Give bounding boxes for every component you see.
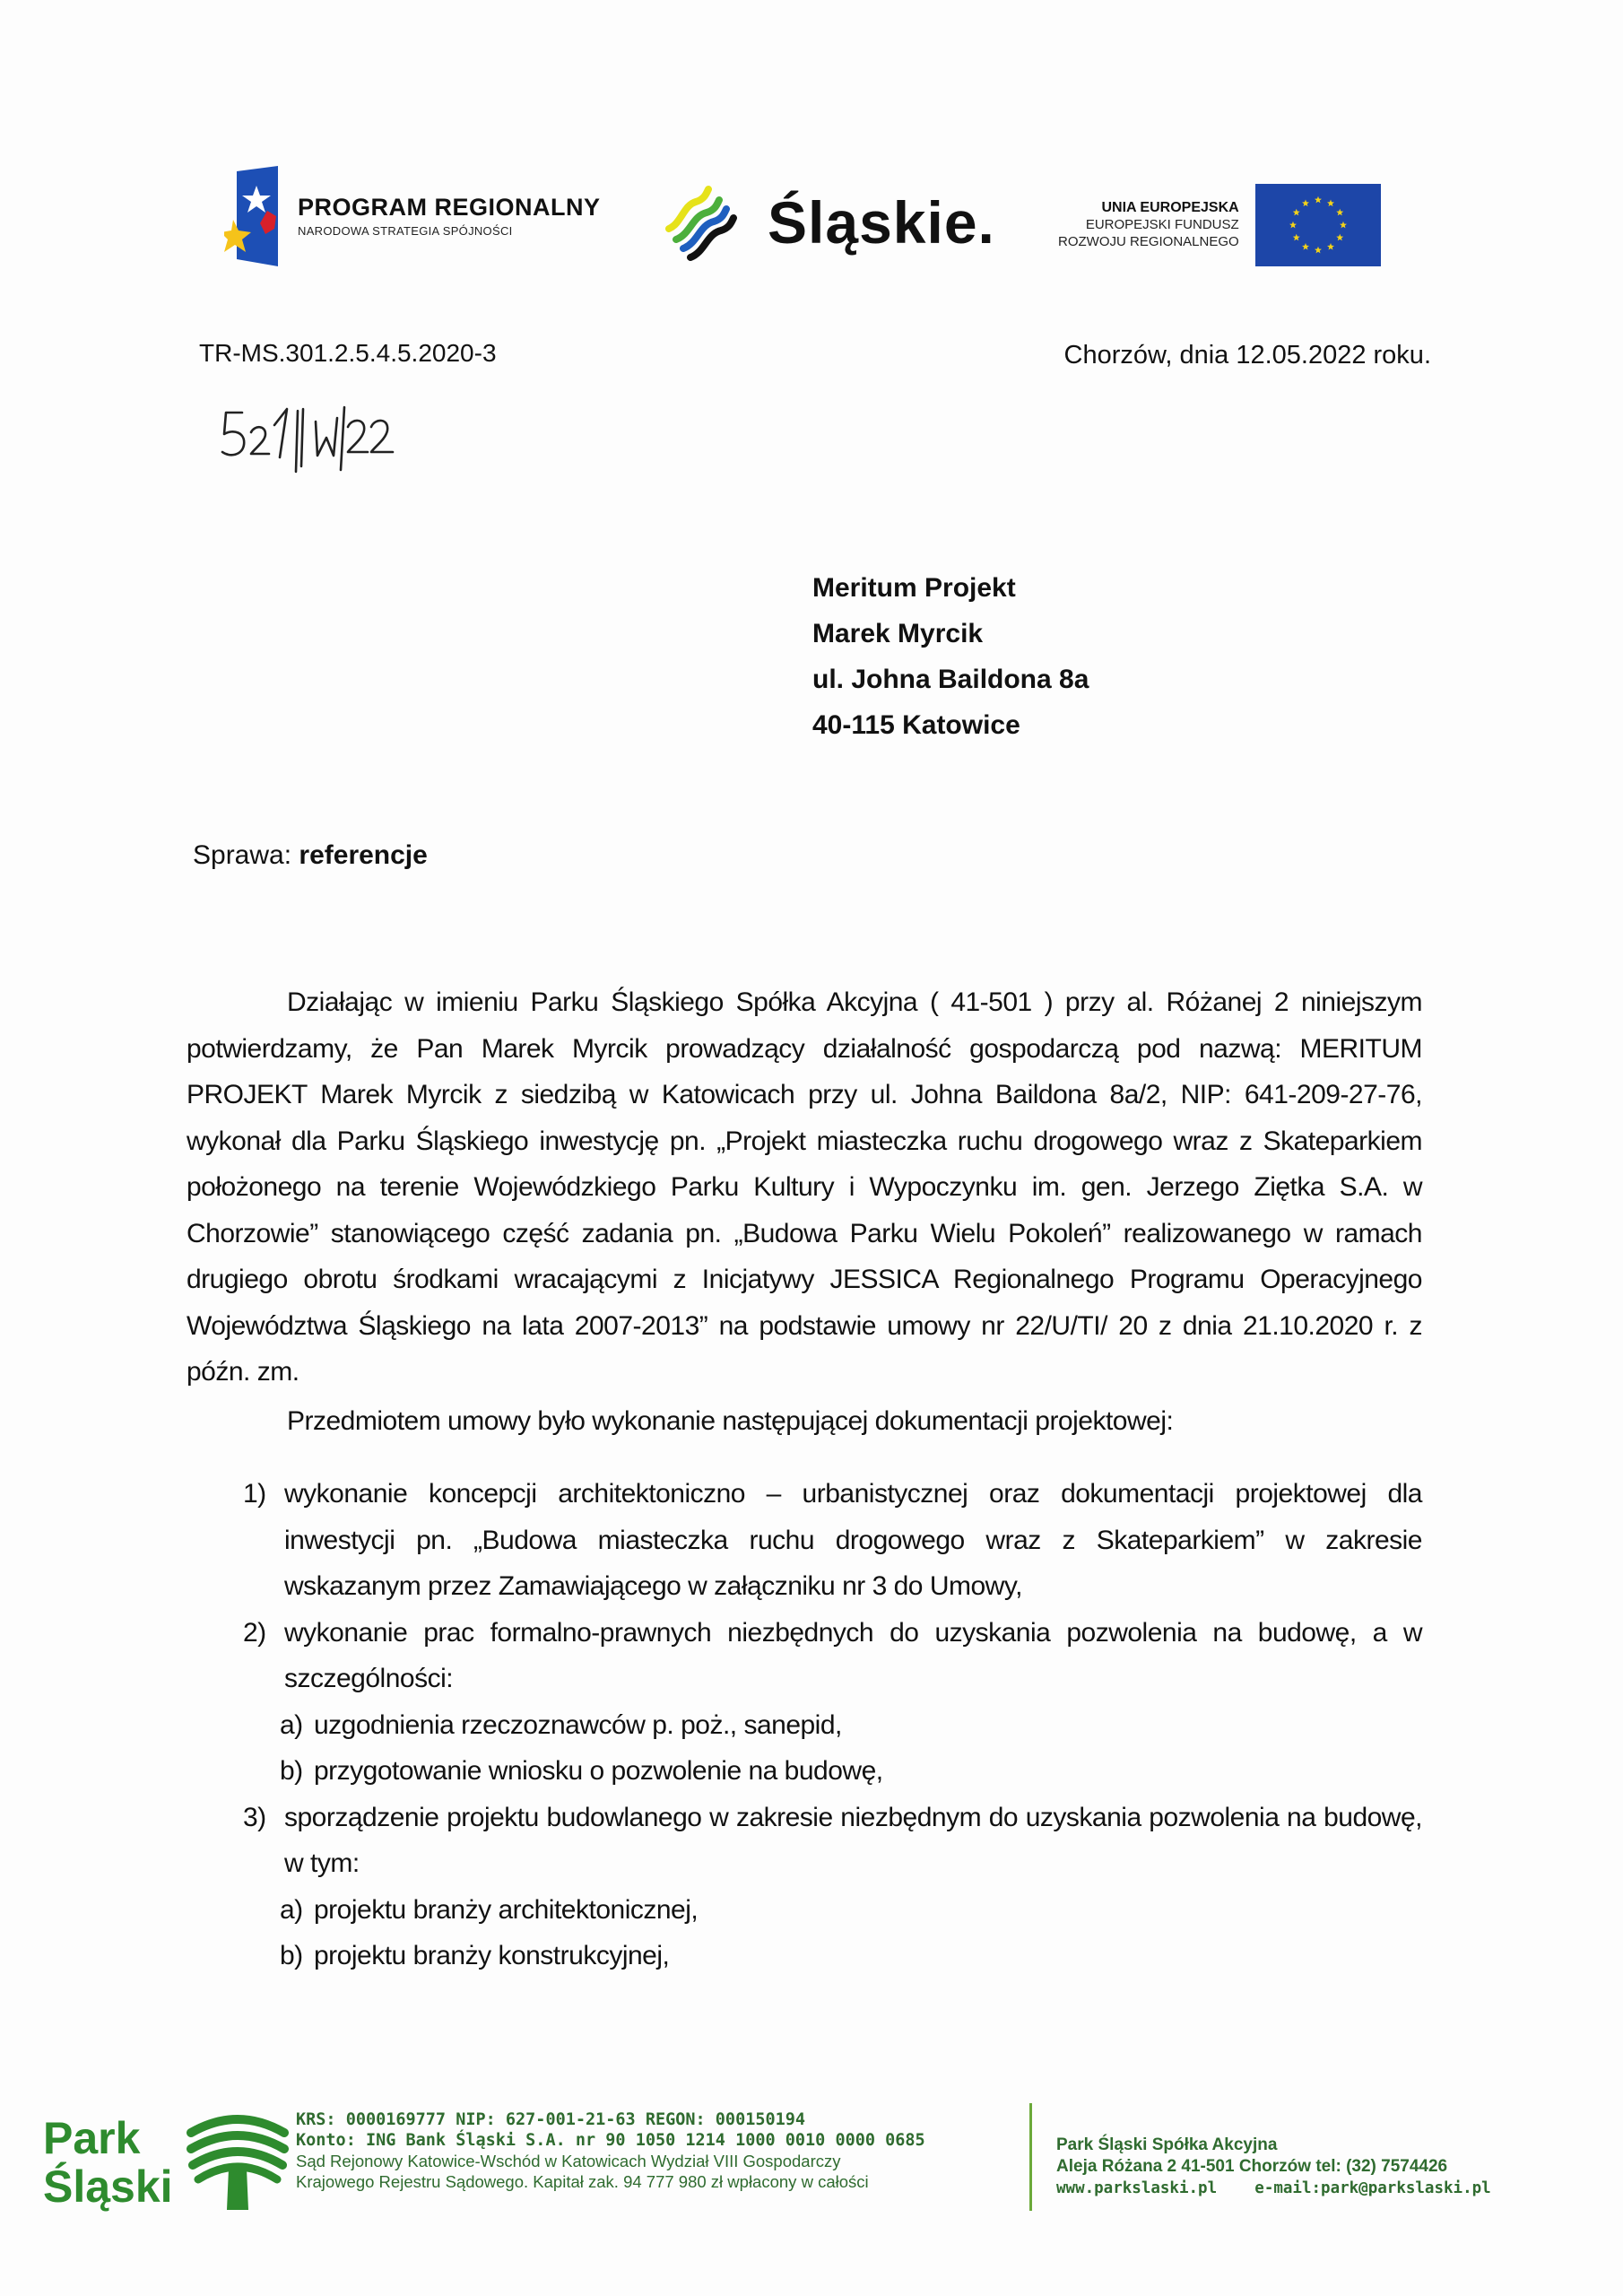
letter-date: Chorzów, dnia 12.05.2022 roku.	[1063, 341, 1431, 370]
sub-item-text: projektu branży konstrukcyjnej,	[314, 1941, 670, 1970]
sub-item-letter: a)	[280, 1894, 303, 1925]
park-slaski-logo	[43, 2106, 291, 2218]
eu-star-icon	[1315, 196, 1322, 204]
program-regionalny-logo	[224, 166, 601, 266]
program-subtitle: NARODOWA STRATEGIA SPÓJNOŚCI	[298, 224, 513, 239]
list-item-number: 3)	[243, 1802, 266, 1832]
eu-star-icon	[1302, 200, 1309, 207]
eu-star-icon	[1336, 234, 1343, 241]
sub-item-text: uzgodnienia rzeczoznawców p. poż., sanepid,	[314, 1709, 842, 1740]
list-item-text: sporządzenie projektu budowlanego w zakresie niezbędnym do uzyskania pozwolenia na budowę, w tym:	[284, 1802, 1422, 1878]
eu-logo	[1058, 184, 1381, 266]
subject-label: Sprawa:	[193, 840, 292, 870]
scope-list	[187, 1471, 1422, 1979]
eu-flag-icon	[1255, 184, 1381, 266]
slaskie-wordmark: Śląskie.	[768, 189, 995, 256]
eu-star-icon	[1336, 209, 1343, 216]
list-item	[187, 1795, 1422, 1887]
park-logo-line-1: Park	[43, 2112, 141, 2163]
sub-list-item	[187, 1702, 1422, 1749]
eu-line-2: EUROPEJSKI FUNDUSZ	[1085, 217, 1239, 233]
list-item-number: 2)	[243, 1617, 266, 1648]
footer-company-name: Park Śląski Spółka Akcyjna	[1056, 2135, 1278, 2154]
footer-email-link[interactable]: e-mail:park@parkslaski.pl	[1254, 2179, 1491, 2197]
reference-number: TR-MS.301.2.5.4.5.2020-3	[199, 339, 497, 367]
eu-line-3: ROZWOJU REGIONALNEGO	[1058, 234, 1239, 249]
eu-star-icon	[1292, 209, 1299, 216]
eu-line-1: UNIA EUROPEJSKA	[1101, 200, 1239, 216]
sub-list-item	[187, 1933, 1422, 1979]
sub-item-text: projektu branży architektonicznej,	[314, 1894, 699, 1925]
list-item	[187, 1610, 1422, 1702]
footer-contact	[1056, 2135, 1491, 2199]
eu-star-icon	[1289, 222, 1297, 229]
recipient-company: Meritum Projekt	[812, 573, 1016, 603]
list-item	[187, 1471, 1422, 1610]
footer-divider	[1029, 2103, 1032, 2211]
footer-court: Sąd Rejonowy Katowice-Wschód w Katowicach Wydział VIII Gospodarczy	[296, 2152, 841, 2170]
eu-star-icon	[1327, 200, 1334, 207]
body-paragraph-1: Działając w imieniu Parku Śląskiego Spółka Akcyjna ( 41-501 ) przy al. Różanej 2 niniejszym potwierdzamy, że Pan Marek Myrcik prowadzący działalność gospodarczą pod nazwą: MERITUM PROJEKT Marek Myrcik z siedzibą w Katowicach przy ul. Johna Baildona 8a/2, NIP: 641-209-27-76, wykonał dla Parku Śląskiego inwestycję pn. „Projekt miasteczka ruchu drogowego wraz z Skateparkiem położonego na terenie Wojewódzkiego Parku Kultury i Wypoczynku im. gen. Jerzego Ziętka S.A. w Chorzowie” stanowiącego część zadania pn. „Budowa Parku Wielu Pokoleń” realizowanego w ramach drugiego obrotu środkami wracającymi z Inicjatywy JESSICA Regionalnego Programu Operacyjnego Województwa Śląskiego na lata 2007-2013” na podstawie umowy nr 22/U/TI/ 20 z dnia 21.10.2020 r. z późn. zm.	[187, 987, 1422, 1387]
sub-item-letter: b)	[280, 1756, 303, 1786]
subject-value: referencje	[299, 840, 428, 870]
sub-item-letter: b)	[280, 1941, 303, 1970]
handwritten-note	[219, 402, 452, 478]
sub-item-text: przygotowanie wniosku o pozwolenie na budowę,	[314, 1756, 883, 1786]
footer-registry-ids: KRS: 0000169777 NIP: 627-001-21-63 REGON: 000150194	[296, 2110, 806, 2129]
eu-star-icon	[1327, 243, 1334, 250]
footer-bank-account: Konto: ING Bank Śląski S.A. nr 90 1050 1214 1000 0010 0000 0685	[296, 2131, 925, 2150]
footer-website-link[interactable]: www.parkslaski.pl	[1056, 2179, 1218, 2197]
program-title: PROGRAM REGIONALNY	[298, 193, 601, 221]
sub-list-item	[187, 1887, 1422, 1934]
recipient-street: ul. Johna Baildona 8a	[812, 665, 1089, 694]
program-flag-icon	[224, 166, 280, 266]
list-item-number: 1)	[243, 1479, 266, 1509]
list-item-text: wykonanie koncepcji architektoniczno – urbanistycznej oraz dokumentacji projektowej dla inwestycji pn. „Budowa miasteczka ruchu drogowego wraz z Skateparkiem” w zakresie wskazanym przez Zamawiającego w załączniku nr 3 do Umowy,	[284, 1479, 1422, 1601]
footer-company-registry	[296, 2109, 925, 2192]
recipient-address	[812, 565, 1089, 748]
eu-star-icon	[1315, 247, 1322, 254]
eu-star-icon	[1340, 222, 1347, 229]
waves-icon	[665, 184, 748, 261]
slaskie-logo	[665, 184, 995, 261]
park-logo-line-2: Śląski	[43, 2161, 173, 2212]
letter-body	[187, 979, 1422, 1979]
body-paragraph-2: Przedmiotem umowy było wykonanie następującej dokumentacji projektowej:	[287, 1405, 1174, 1436]
sub-list-item	[187, 1748, 1422, 1795]
eu-star-icon	[1292, 234, 1299, 241]
recipient-name: Marek Myrcik	[812, 619, 984, 648]
footer-address: Aleja Różana 2 41-501 Chorzów tel: (32) 7574426	[1056, 2157, 1448, 2176]
footer-capital: Krajowego Rejestru Sądowego. Kapitał zak. 94 777 980 zł wpłacony w całości	[296, 2172, 869, 2191]
eu-star-icon	[1302, 243, 1309, 250]
subject-line	[193, 840, 428, 871]
recipient-city: 40-115 Katowice	[812, 710, 1020, 740]
sub-item-letter: a)	[280, 1709, 303, 1740]
list-item-text: wykonanie prac formalno-prawnych niezbędnych do uzyskania pozwolenia na budowę, a w szczególności:	[284, 1617, 1422, 1693]
tree-icon	[184, 2106, 291, 2218]
